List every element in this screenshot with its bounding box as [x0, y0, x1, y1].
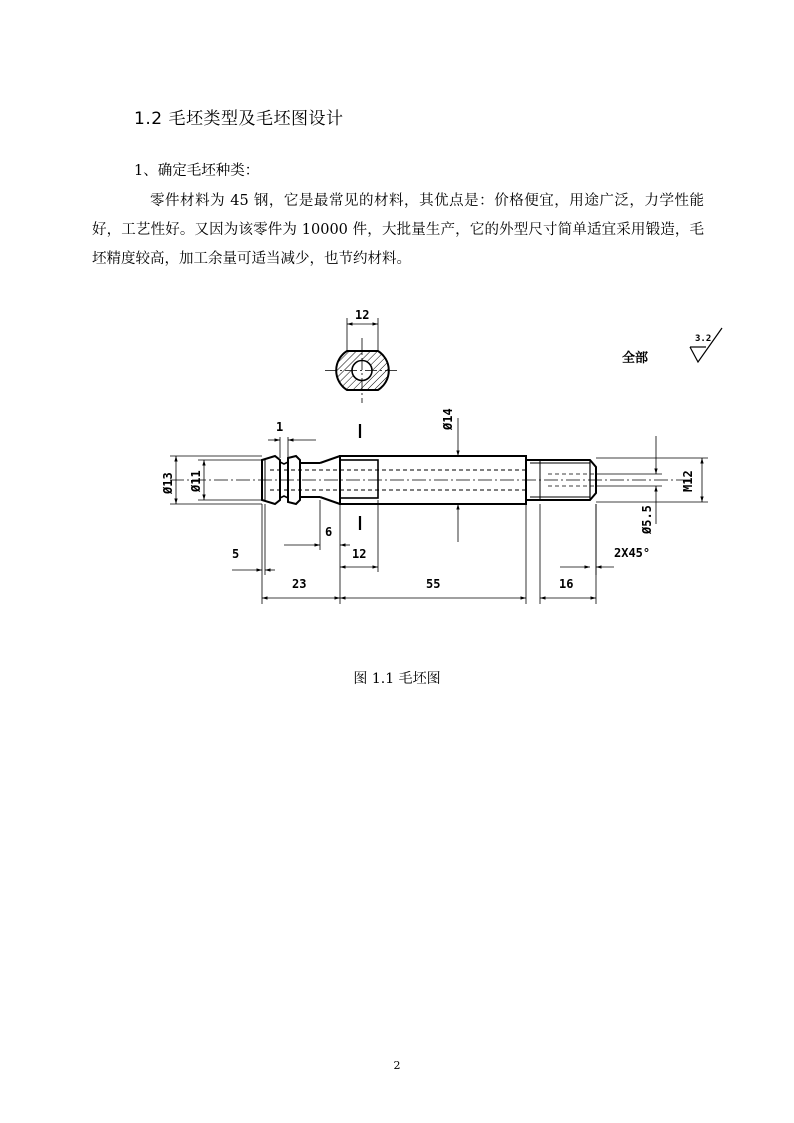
- shaft-main-view: [170, 424, 690, 530]
- page-number: 2: [393, 1059, 401, 1072]
- dim-d11: Ø11: [189, 470, 203, 492]
- cross-section-view: [325, 308, 398, 403]
- subsection-heading: 1、确定毛坯种类：: [134, 163, 260, 179]
- dim-d13: Ø13: [161, 472, 175, 494]
- dim-length-12: 12: [352, 547, 367, 561]
- dim-groove: 1: [276, 420, 284, 434]
- section-heading: 1.2 毛坯类型及毛坯图设计: [134, 109, 344, 129]
- dim-length-55: 55: [426, 577, 441, 591]
- roughness-value: 3.2: [695, 334, 712, 344]
- dim-length-16: 16: [559, 577, 574, 591]
- dim-length-23: 23: [292, 577, 307, 591]
- figure-caption: 图 1.1 毛坯图: [353, 671, 441, 687]
- dim-length-5: 5: [232, 547, 240, 561]
- dim-section-width: 12: [355, 308, 370, 322]
- dim-d14: Ø14: [441, 408, 455, 430]
- dim-d5-5: Ø5.5: [640, 505, 654, 534]
- dim-length-6: 6: [325, 525, 333, 539]
- dim-chamfer: 2X45°: [614, 546, 651, 560]
- surface-note: 全部: [622, 351, 649, 366]
- body-paragraph: 零件材料为 45 钢，它是最常见的材料，其优点是：价格便宜，用途广泛，力学性能好，工艺性好。又因为该零件为 10000 件，大批量生产，它的外型尺寸简单适宜采用锻造，毛坯精度较高，加工余量可适当减少，也节约材料。: [92, 193, 704, 267]
- dim-m12: M12: [681, 470, 695, 492]
